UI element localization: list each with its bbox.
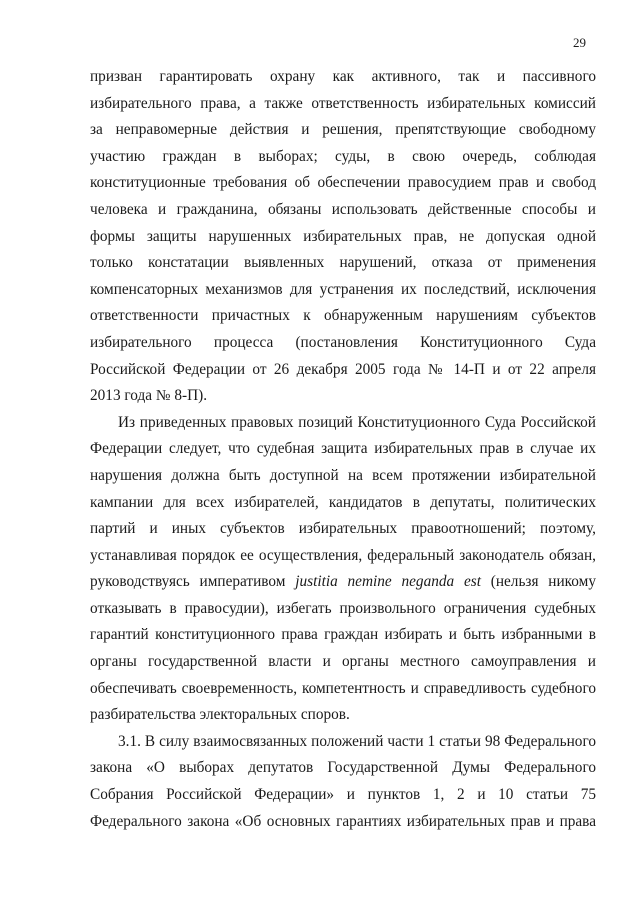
text-line: избирательного права, а также ответственность избирательных комиссий (90, 94, 596, 112)
text-line: органы государственной власти и органы местного самоуправления и (90, 653, 596, 671)
text-line: нарушения должна быть доступной на всем протяжении избирательной (90, 466, 596, 484)
text-line: участию граждан в выборах; суды, в свою очередь, соблюдая (90, 147, 596, 165)
text-line: устанавливая порядок ее осуществления, федеральный законодатель обязан, (90, 546, 596, 564)
text-line: обеспечивать своевременность, компетентность и справедливость судебного (90, 679, 596, 697)
text-line: 3.1. В силу взаимосвязанных положений части 1 статьи 98 Федерального (118, 732, 596, 750)
text-span: руководствуясь императивом (90, 573, 296, 591)
text-line: компенсаторных механизмов для устранения их последствий, исключения (90, 280, 596, 298)
latin-maxim: justitia nemine neganda est (295, 573, 481, 591)
page-number: 29 (573, 35, 586, 50)
text-line: отказывать в правосудии), избегать произвольного ограничения судебных (90, 599, 596, 617)
text-line: Федерального закона «Об основных гарантиях избирательных прав и права (90, 812, 596, 830)
text-line: ответственности причастных к обнаруженным нарушениям субъектов (90, 307, 596, 325)
text-line: призван гарантировать охрану как активного, так и пассивного (90, 68, 596, 85)
text-line: гарантий конституционного права граждан избирать и быть избранными в (90, 626, 596, 644)
text-line: Из приведенных правовых позиций Конституционного Суда Российской (118, 413, 596, 431)
text-line: разбирательства электоральных споров. (90, 706, 350, 724)
text-line: формы защиты нарушенных избирательных прав, не допуская одной (90, 227, 596, 245)
document-body (90, 64, 596, 835)
paragraph (90, 410, 596, 729)
paragraph (90, 729, 596, 835)
text-line: человека и гражданина, обязаны использовать действенные способы и (90, 200, 596, 218)
text-line: партий и иных субъектов избирательных правоотношений; поэтому, (90, 520, 596, 538)
text-line: Федерации следует, что судебная защита избирательных прав в случае их (90, 440, 596, 458)
text-line: избирательного процесса (постановления Конституционного Суда (90, 333, 596, 351)
text-line: Собрания Российской Федерации» и пунктов 1, 2 и 10 статьи 75 (90, 786, 596, 804)
text-line: только констатации выявленных нарушений, отказа от применения (90, 254, 596, 272)
text-line (90, 569, 596, 596)
text-line: за неправомерные действия и решения, препятствующие свободному (90, 121, 596, 139)
text-line: 2013 года № 8-П). (90, 387, 208, 405)
text-line: закона «О выборах депутатов Государственной Думы Федерального (90, 759, 596, 777)
text-line: Российской Федерации от 26 декабря 2005 года № 14-П и от 22 апреля (90, 360, 596, 378)
text-line: кампании для всех избирателей, кандидатов в депутаты, политических (90, 493, 596, 511)
paragraph (90, 64, 596, 410)
text-line: конституционные требования об обеспечении правосудием прав и свобод (90, 174, 596, 192)
text-span: (нельзя никому (480, 573, 596, 591)
